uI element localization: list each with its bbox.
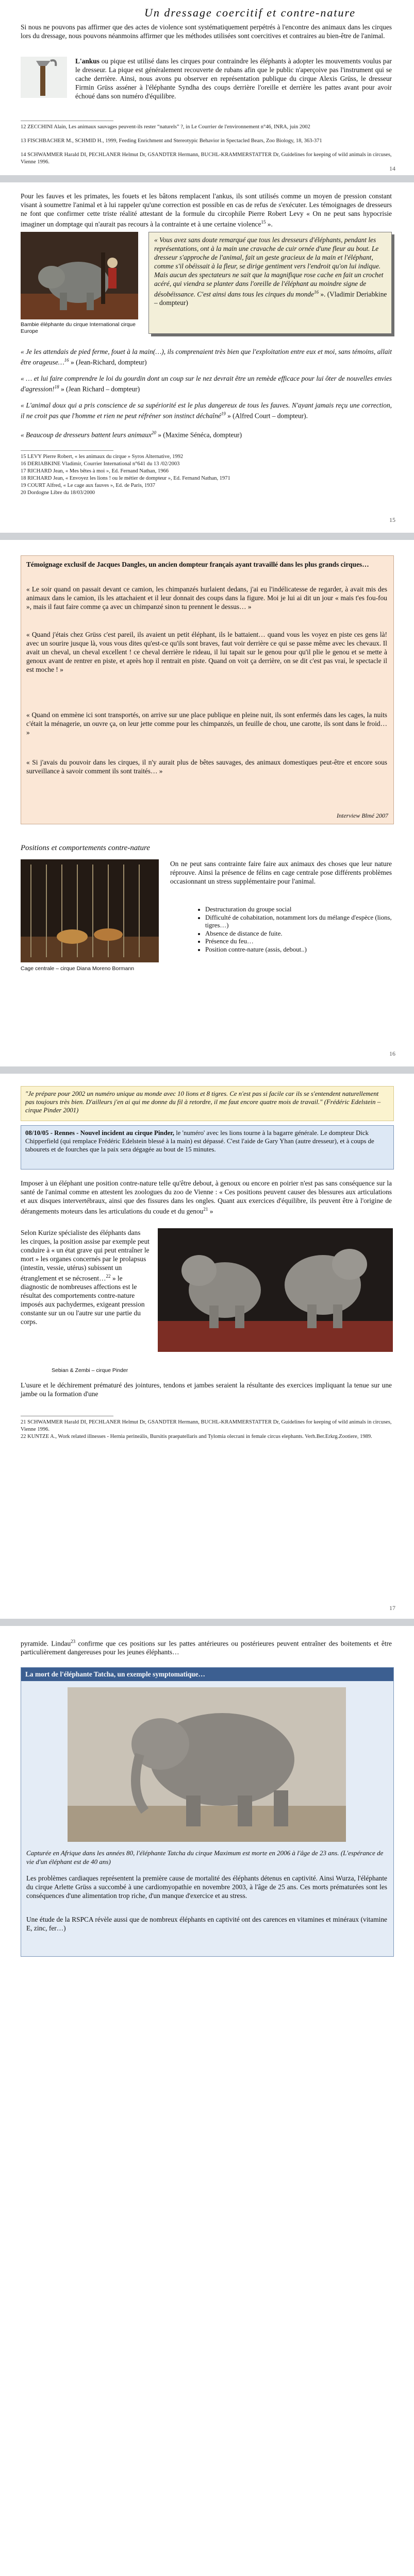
page-16 bbox=[0, 540, 414, 1066]
footnote-18: 18 RICHARD Jean, « Envoyez les lions ! ou le métier de dompteur », Ed. Fernand Nathan, 1971 bbox=[21, 476, 230, 481]
page-18 bbox=[0, 1626, 414, 2576]
kurize-paragraph bbox=[21, 1228, 150, 1326]
elephant-photo bbox=[21, 232, 138, 319]
footnote-20: 20 Dordogne Libre du 18/03/2000 bbox=[21, 490, 95, 496]
testimony-1: « Le soir quand on passait devant ce camion, les chimpanzés hurlaient dedans, j'ai eu l'indélicatesse de regarder, à avait mis des animaux dans le camion, ils les attachaient et il leur donnait des coups dans la figure. Moi je lui ai dit un jour « mais t'es fou-fou », mais il faut faire comme ça avec un chimpanzé sinon tu prennent le dessus… » bbox=[26, 585, 387, 611]
testimony-title: Témoignage exclusif de Jacques Dangles, un ancien dompteur français ayant travaillé dans les plus grands cirques… bbox=[26, 561, 369, 568]
stress-list bbox=[196, 906, 401, 954]
footnote-14: 14 SCHWAMMER Harald DI, PECHLANER Helmut Dr, GSANDTER Hermann, BUCHL-KRAMMERSTATTER Dr, Guidelines for keeping of wild animals in circuses, Vienne 1996. bbox=[21, 152, 392, 165]
pinder-news-box bbox=[21, 1125, 394, 1170]
quote-3 bbox=[21, 401, 392, 420]
ankus-image bbox=[21, 57, 67, 98]
footnote-15: 15 LEVY Pierre Robert, « les animaux du cirque » Syros Alternative, 1992 bbox=[21, 454, 184, 460]
footnote-ref: 16 bbox=[64, 358, 69, 363]
deriabkine-quote-box bbox=[148, 232, 392, 334]
elephants-photo bbox=[158, 1228, 393, 1352]
tatcha-box bbox=[21, 1667, 394, 1957]
section-title: Un dressage coercitif et contre-nature bbox=[144, 6, 356, 19]
testimony-3: « Quand on emmène ici sont transportés, on arrive sur une place publique en pleine nuit, ils sont enfermés dans les cages, la nuits c'était la ménagerie, un ouvre ça, on leur jette comme pour les chimpanzés, un feuille de chou, une carotte, ils sont dans le froid… » bbox=[26, 711, 387, 736]
interview-credit: Interview Blmé 2007 bbox=[337, 812, 388, 819]
list-item: • Destructuration du groupe social bbox=[205, 906, 401, 914]
page-15 bbox=[0, 182, 414, 533]
footnote-16: 16 DERIABKINE Vladimir, Courrier International n°641 du 13 /02/2003 bbox=[21, 461, 180, 467]
quote-1 bbox=[21, 347, 392, 366]
quote-1-author: » (Jean-Richard, dompteur) bbox=[69, 358, 147, 366]
quote-text bbox=[154, 235, 387, 307]
quote-4 bbox=[21, 429, 392, 439]
positions-text: Imposer à un éléphant une position contre-nature telle qu'être debout, à genoux ou encore en poirier n'est pas sans conséquence sur la santé de l'animal comme en attestent les zoologues du zoo de Vienne : « Ces positions peuvent causer des blessures aux articulations et aux disques intervertébraux, ainsi que des fissures dans les ongles. Quant aux exercices d'équilibre, ils peuvent être à l'origine de dérangements moteurs dans les articulations du coude et du genou bbox=[21, 1179, 392, 1215]
quote-3-text: « L'animal doux qui a pris conscience de sa supériorité est le plus dangereux de tous les fauves. N'ayant jamais reçu une correction, il ne croit pas que l'homme et rien ne peut réfréner son instinct déchaîné bbox=[21, 401, 392, 420]
fauves-text: Pour les fauves et les primates, les fouets et les bâtons remplacent l'ankus, ils sont utilisés comme un moyen de pression constant visant à soumettre l'animal et à lui rappeler qu'une correction est possible en cas de refus de s'exécuter. Les témoignages de dresseurs ne font que confirmer cette triste réalité attestant de la formule du circophile Pierre Robert Levy « On ne peut sans hypocrisie imaginer un domptage qui n'aurait pas recours à la contrainte et à une certaine violence bbox=[21, 192, 392, 228]
quote-4-text: « Beaucoup de dresseurs battent leurs animaux bbox=[21, 431, 152, 439]
edelstein-quote-box bbox=[21, 1086, 394, 1121]
tatcha-caption: Capturée en Afrique dans les années 80, l'éléphante Tatcha du cirque Maximum est morte en 2006 à l'âge de 23 ans. (L'espérance de vie d'un éléphant est de 40 ans) bbox=[26, 1849, 384, 1866]
news-text bbox=[25, 1129, 389, 1154]
footnote-ref: 19 bbox=[221, 411, 226, 416]
ankus-text: ou pique est utilisé dans les cirques pour contraindre les éléphants à adopter les mouvements voulus par le dresseur. La pique est généralement recouverte de rubans afin que le public n'aperçoive pas l'instrument qui se cache derrière. Ainsi, nous avons pu observer en représentation publique du cirque Alexis Grüss, le dresseur Firmin Grüss asséner à l'éléphante Syndha des coups derrière l'oreille et derrière les pattes avant pour avoir échoué dans son numéro d'équilibre. bbox=[75, 57, 392, 100]
page-number: 14 bbox=[389, 165, 395, 172]
cage-photo bbox=[21, 859, 159, 962]
photo-caption: Cage centrale – cirque Diana Moreno Bormann bbox=[21, 965, 135, 972]
footnote-17: 17 RICHARD Jean, « Mes bêtes à moi », Ed. Fernand Nathan, 1966 bbox=[21, 468, 169, 474]
footnote-12: 12 ZECCHINI Alain, Les animaux sauvages peuvent-ils rester “naturels” ?, in Le Courrier de l'environnement n°46, INRA, juin 2002 bbox=[21, 124, 310, 130]
footnote-ref: 16 bbox=[313, 290, 319, 295]
page-separator bbox=[0, 533, 414, 540]
footnote-ref: 21 bbox=[203, 1207, 208, 1212]
footnote-ref: 18 bbox=[54, 384, 59, 389]
positions-text-end: » bbox=[208, 1207, 213, 1215]
footnote-ref: 20 bbox=[151, 430, 156, 435]
news-title: 08/10/05 - Rennes - Nouvel incident au cirque Pinder, bbox=[25, 1129, 175, 1137]
tatcha-title-bar bbox=[21, 1668, 393, 1681]
list-item: • Position contre-nature (assis, debout..) bbox=[205, 946, 401, 954]
testimony-4: « Si j'avais du pouvoir dans les cirques, il n'y aurait plus de bêtes sauvages, des animaux domestiques peut-être et encore sous surveillance à savoir comment ils sont traités… » bbox=[26, 758, 387, 775]
page-number: 16 bbox=[389, 1050, 395, 1057]
page-separator bbox=[0, 175, 414, 182]
quote-2-text: « … et lui faire comprendre le loi du gourdin dont un coup sur le nez devrait être un remède efficace pour lui ôter de nouvelles envies d'agression! bbox=[21, 375, 392, 393]
footnote-22: 22 KUNTZE A., Work related illnesses - Hernia perineális, Bursitis praepatellaris and Tylomia olecrani in female circus elephants. Verh.Ber.Erkrg.Zootiere, 1989. bbox=[21, 1434, 372, 1439]
list-item: • Présence du feu… bbox=[205, 938, 401, 946]
intro-paragraph: Si nous ne pouvons pas affirmer que des actes de violence sont systématiquement perpétrés à l'encontre des animaux dans les cirques lors du dressage, nous pouvons néanmoins affirmer que les méthodes utilisées sont coercitives et contraires au bien-être de l'animal. bbox=[21, 23, 392, 40]
kurize-text-end: » le diagnostic de nombreuses affections est le résultat des comportements contre-nature imposés aux pachydermes, exigeant pression constante sur un ou l'autre sur une partie du corps. bbox=[21, 1274, 145, 1326]
fauves-text-end: ». bbox=[266, 220, 273, 228]
fauves-paragraph bbox=[21, 192, 392, 228]
positions-paragraph bbox=[21, 1179, 392, 1215]
testimony-box bbox=[21, 555, 394, 824]
quote-box-body: « Vous avez sans doute remarqué que tous les dresseurs d'éléphants, pendant les représentations, ont à la main une cravache de cuir ornée d'une fleur au bout. Le dresseur s'approche de l'animal, fait un geste gracieux de la main et l'éléphant, comme s'il obéissait à la fleur, se dirige gentiment vers l'endroit qu'on lui indique. Mais aucun des spectateurs ne sait que la magnifique rose cache en fait un crochet acéré, qui viendra se planter dans l'oreille de l'éléphant au moindre signe de désobéissance. C'est ainsi dans tous les cirques du monde bbox=[154, 236, 384, 298]
ankus-term: L'ankus bbox=[75, 57, 100, 65]
pyramide-paragraph bbox=[21, 1637, 392, 1656]
page-number: 17 bbox=[389, 1604, 395, 1612]
testimony-2: « Quand j'étais chez Grüss c'est pareil, ils avaient un petit éléphant, ils le battaient… quand vous les voyez en piste ces gens là! avec un sourire jusque là, vous vous dites qu'est-ce qu'ils sont braves, faut voir derrière ce qui se passe même avec les chevaux. Il avait un cheval, un cheval excellent ! ce cheval derrière le rideau, il lui tapait sur le genou pour qu'il plie le genou et se mette à genoux avant de rentrer en piste, et après hop il rentrait en piste. Quand on voit ça derrière, on se dit c'est pas vrai, le spectacle il est moche ! » bbox=[26, 631, 387, 673]
section-title: Positions et comportements contre-nature bbox=[21, 844, 150, 852]
page-separator bbox=[0, 1619, 414, 1626]
quote-box-author: ». (Vladimir Deriabkine – dompteur) bbox=[154, 290, 387, 307]
ankus-paragraph bbox=[75, 57, 392, 100]
rspca-paragraph: Une étude de la RSPCA révèle aussi que de nombreux éléphants en captivité ont des carences en vitamines et minéraux (vitamine E, zinc, fer…) bbox=[26, 1916, 387, 1932]
list-item: • Difficulté de cohabitation, notamment lors du mélange d'espèce (lions, tigres…) bbox=[205, 914, 401, 930]
quote-4-author: » (Maxime Sénéca, dompteur) bbox=[156, 431, 242, 439]
photo-caption: Sebian & Zembi – cirque Pinder bbox=[52, 1367, 128, 1374]
pyramide-text: pyramide. Lindau bbox=[21, 1639, 71, 1648]
page-separator bbox=[0, 1066, 414, 1074]
quote-2 bbox=[21, 374, 392, 393]
pyramide-text-rest: confirme que ces positions sur les pattes antérieures ou postérieures peuvent entraîner des boitements et être particulièrement dangereuses pour les jeunes éléphants… bbox=[21, 1639, 392, 1656]
footnote-13: 13 FISCHBACHER M., SCHMID H., 1999, Feeding Enrichment and Stereotypic Behavior in Spectacled Bears, Zoo Biology, 18, 363-371 bbox=[21, 138, 322, 144]
page-number: 15 bbox=[389, 516, 395, 523]
quote-2-author: » (Jean Richard – dompteur) bbox=[59, 385, 140, 393]
cardiac-paragraph: Les problèmes cardiaques représentent la première cause de mortalité des éléphants détenus en captivité. Ainsi Wurza, l'éléphante du cirque Arlette Grüss a succombé à une cardiomyopathie en novembre 2003, à l'âge de 25 ans. Ces morts prématurées sont les conséquences d'une alimentation trop riche, d'un manque d'exercice et au stress. bbox=[26, 1874, 387, 1900]
footnote-ref: 23 bbox=[71, 1639, 76, 1644]
quote-1-text: « Je les attendais de pied ferme, fouet à la main(…), ils comprenaient très bien que l'exploitation entre eux et moi, sans témoins, allait être orageuse… bbox=[21, 348, 392, 366]
footnote-21: 21 SCHWAMMER Harald DI, PECHLANER Helmut Dr, GSANDTER Hermann, BUCHL-KRAMMERSTATTER Dr, Guidelines for keeping of wild animals in circuses, Vienne 1996. bbox=[21, 1419, 392, 1432]
news-body: le 'numéro' avec les lions tourne à la bagarre générale. Le dompteur Dick Chipperfield (qui remplace Frédéric Edelstein blessé à la main) est dépassé. C'est l'aide de Gary Yhan (autre dresseur), et à coups de tabourets et de fourches que la paix sera dégagée au bout de 15 minutes. bbox=[25, 1129, 374, 1153]
photo-caption: Bambie éléphante du cirque International cirque Europe bbox=[21, 321, 136, 334]
edelstein-quote: "Je prépare pour 2002 un numéro unique au monde avec 10 lions et 8 tigres. Ce n'est pas si facile car ils se s'entendent naturellement pas toujours très bien. D'ailleurs j'en ai qui me donne du fil à retordre, il me faut encore quatre mois de travail." (Frédéric Edelstein – cirque Pinder 2001) bbox=[25, 1090, 381, 1114]
cage-paragraph: On ne peut sans contrainte faire faire aux animaux des choses que leur nature réprouve. Ainsi la présence de félins en cage centrale pose différents problèmes occasionnant un stress supplémentaire pour l'animal. bbox=[170, 860, 392, 885]
tatcha-title: La mort de l'éléphante Tatcha, un exemple symptomatique… bbox=[25, 1670, 205, 1678]
page-17 bbox=[0, 1074, 414, 1619]
footnote-ref: 15 bbox=[261, 219, 266, 225]
quote-3-author: » (Alfred Court – dompteur). bbox=[225, 412, 308, 420]
list-item: • Absence de distance de fuite. bbox=[205, 930, 401, 938]
footnote-19: 19 COURT Alfred, « Le cage aux fauves », Ed. de Paris, 1937 bbox=[21, 483, 156, 488]
footnote-rule bbox=[21, 450, 113, 451]
usure-paragraph: L'usure et le déchirement prématuré des jointures, tendons et jambes seraient la résultante des exercices impliquant la tenue sur une jambe ou la formation d'une bbox=[21, 1381, 392, 1398]
footnote-ref: 22 bbox=[106, 1274, 111, 1279]
kurize-text: Selon Kurize spécialiste des éléphants dans les cirques, la position assise par exemple peut conduire à « un état grave qui peut entraîner le mort » les organes concernés par le prolapsus (intestin, vessie, utérus) subissent un étranglement et se nécrosent… bbox=[21, 1229, 150, 1282]
tatcha-photo bbox=[68, 1687, 346, 1842]
